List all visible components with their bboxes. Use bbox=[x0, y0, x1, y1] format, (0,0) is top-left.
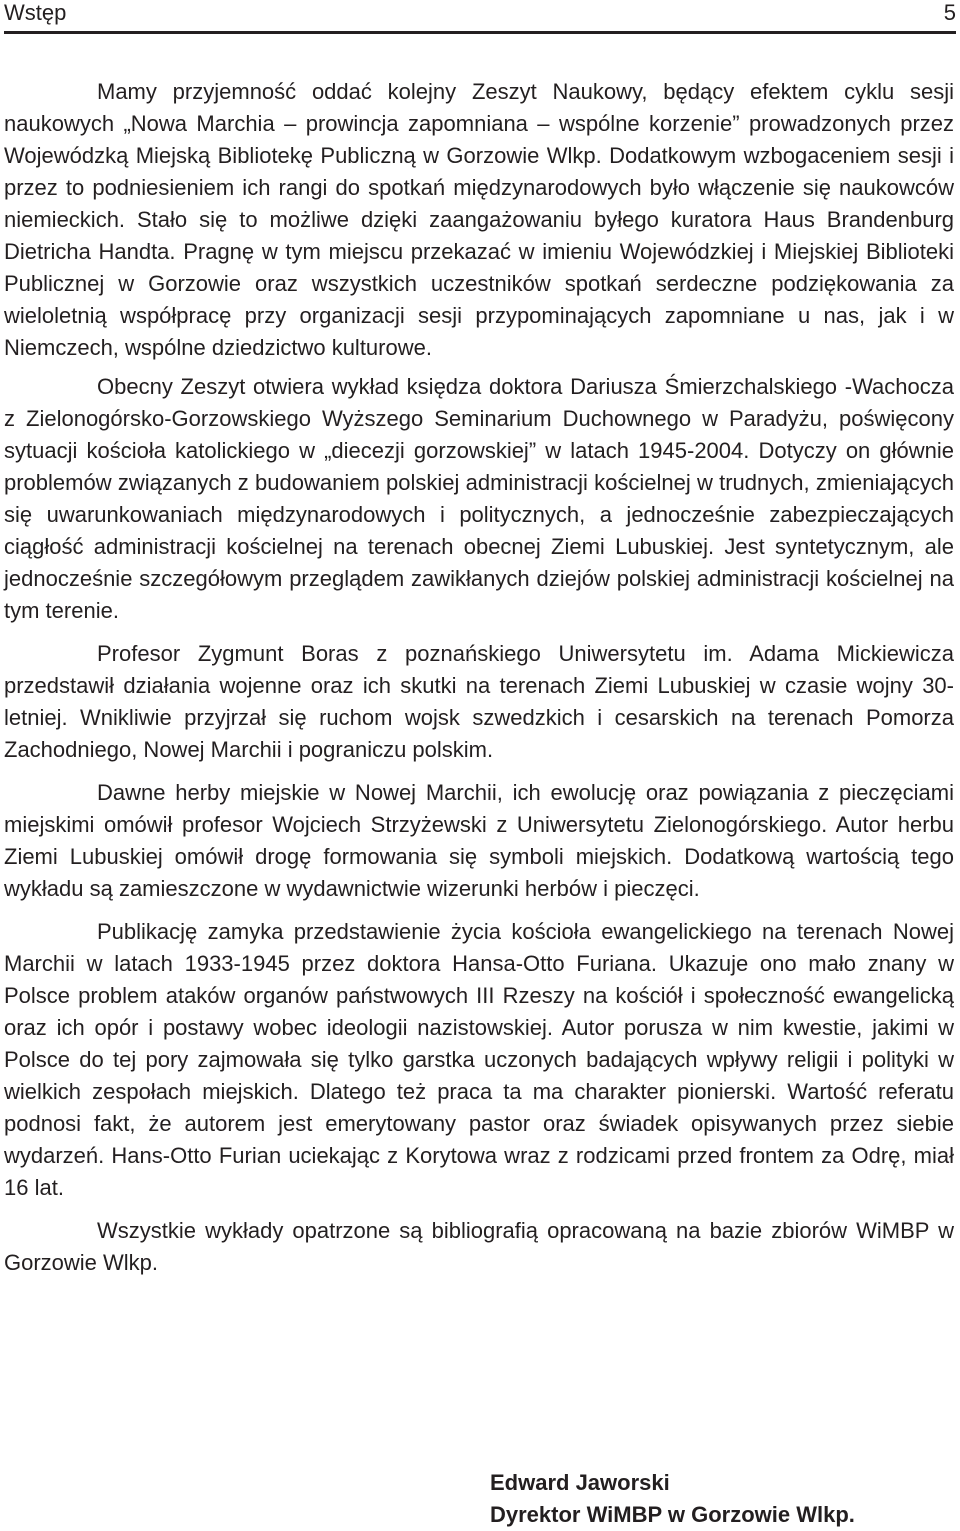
page-header bbox=[4, 0, 956, 32]
paragraph-strzyzewski: Dawne herby miejskie w Nowej Marchii, ich ewolucję oraz powiązania z pieczęciami miejskimi omówił profesor Wojciech Strzyżewski z Uniwersytetu Zielonogórskiego. Autor herbu Ziemi Lubuskiej omówił drogę formowania się symboli miejskich. Dodatkową wartością tego wykładu są zamieszczone w wydawnictwie wizerunki herbów i pieczęci. bbox=[4, 780, 954, 901]
page-number: 5 bbox=[943, 0, 956, 25]
signature-role: Dyrektor WiMBP w Gorzowie Wlkp. bbox=[490, 1502, 855, 1527]
paragraph-intro: Mamy przyjemność oddać kolejny Zeszyt Naukowy, będący efektem cyklu sesji naukowych „Nowa Marchia – prowincja zapomniana – wspólne korzenie” prowadzonych przez Wojewódzką Miejską Bibliotekę Publiczną w Gorzowie Wlkp. Dodatkowym wzbogaceniem sesji i przez to podniesieniem ich rangi do spotkań międzynarodowych było włączenie się naukowców niemieckich. Stało się to możliwe dzięki zaangażowaniu byłego kuratora Haus Brandenburg Dietricha Handta. Pragnę w tym miejscu przekazać w imieniu Wojewódzkiej i Miejskiej Biblioteki Publicznej w Gorzowie oraz wszystkich uczestników spotkań serdeczne podziękowania za wieloletnią współpracę przy organizacji sesji przypominających zapomniane u nas, jak i w Niemczech, wspólne dziedzictwo kulturowe. bbox=[4, 79, 954, 360]
section-title: Wstęp bbox=[4, 0, 67, 25]
header-rule bbox=[4, 31, 956, 34]
body-text bbox=[4, 76, 954, 1290]
signature-block bbox=[490, 1467, 855, 1531]
signature-name: Edward Jaworski bbox=[490, 1470, 670, 1495]
paragraph-bibliography: Wszystkie wykłady opatrzone są bibliografią opracowaną na bazie zbiorów WiMBP w Gorzowie Wlkp. bbox=[4, 1218, 954, 1275]
paragraph-smierzchalski: Obecny Zeszyt otwiera wykład księdza doktora Dariusza Śmierzchalskiego -Wachocza z Zielonogórsko-Gorzowskiego Wyższego Seminarium Duchownego w Paradyżu, poświęcony sytuacji kościoła katolickiego w „diecezji gorzowskiej” w latach 1945-2004. Dotyczy on głównie problemów związanych z budowaniem polskiej administracji kościelnej w trudnych, zmieniających się uwarunkowaniach międzynarodowych i politycznych, a jednocześnie zabezpieczających ciągłość administracji kościelnej na terenach obecnej Ziemi Lubuskiej. Jest syntetycznym, ale jednocześnie szczegółowym przeglądem zawikłanych dziejów polskiej administracji kościelnej na tym terenie. bbox=[4, 374, 954, 623]
paragraph-furian: Publikację zamyka przedstawienie życia kościoła ewangelickiego na terenach Nowej Marchii w latach 1933-1945 przez doktora Hansa-Otto Furiana. Ukazuje ono mało znany w Polsce problem ataków organów państwowych III Rzeszy na kościół i społeczność ewangelicką oraz ich opór i postawy wobec ideologii nazistowskiej. Autor porusza w nim kwestie, jakimi w Polsce do tej pory zajmowała się tylko garstka uczonych badających wpływy religii i polityki w wielkich zespołach miejskich. Dlatego też praca ta ma charakter pionierski. Wartość referatu podnosi fakt, że autorem jest emerytowany pastor oraz świadek opisywanych przez siebie wydarzeń. Hans-Otto Furian uciekając z Korytowa wraz z rodzicami przed frontem za Odrę, miał 16 lat. bbox=[4, 919, 954, 1200]
paragraph-boras: Profesor Zygmunt Boras z poznańskiego Uniwersytetu im. Adama Mickiewicza przedstawił działania wojenne oraz ich skutki na terenach Ziemi Lubuskiej w czasie wojny 30-letniej. Wnikliwie przyjrzał się ruchom wojsk szwedzkich i cesarskich na terenach Pomorza Zachodniego, Nowej Marchii i pograniczu polskim. bbox=[4, 641, 954, 762]
